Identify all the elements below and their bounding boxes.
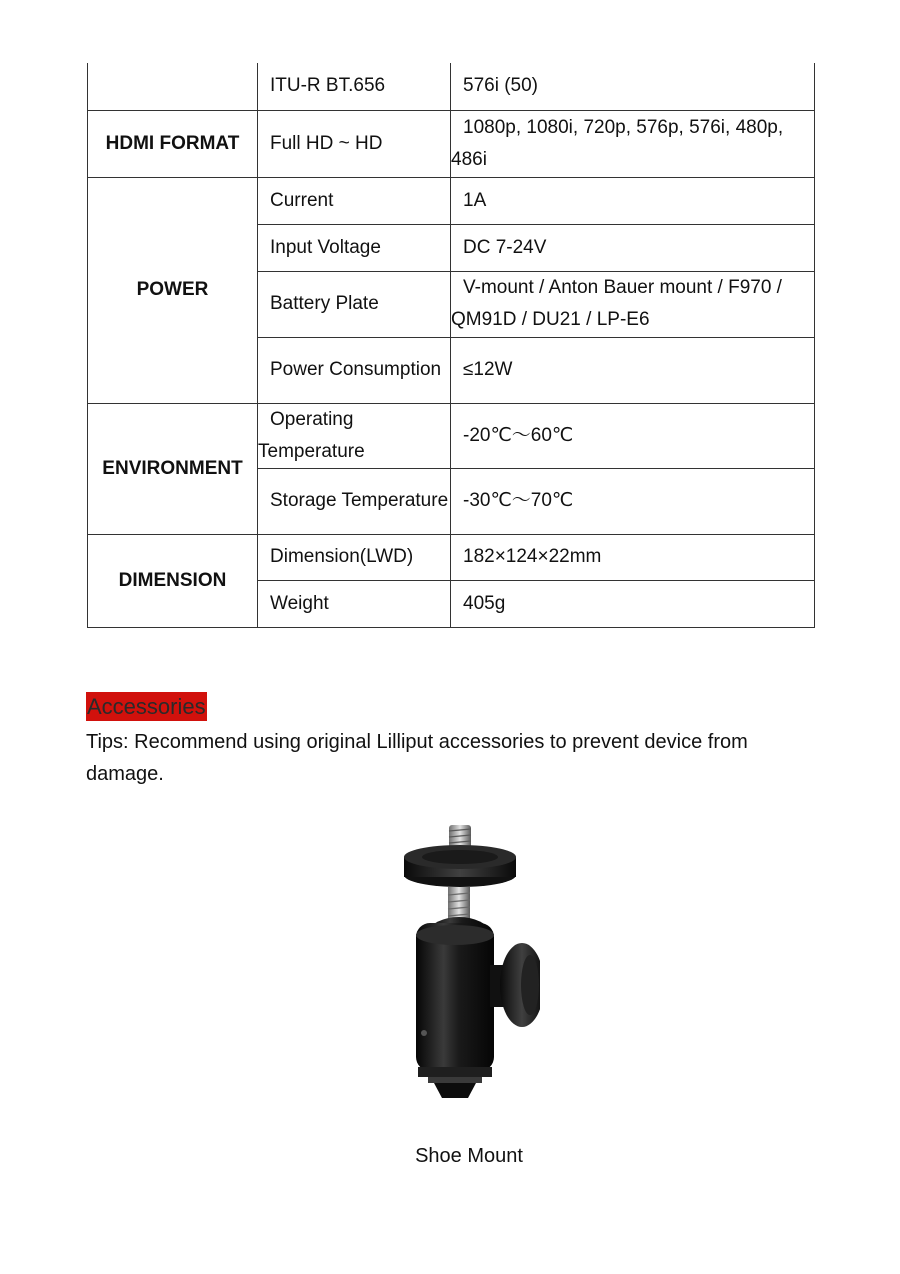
spec-value: ≤12W	[451, 337, 815, 403]
spec-table	[87, 63, 815, 628]
table-row	[88, 177, 815, 224]
spec-value: 576i (50)	[451, 63, 815, 110]
spec-name-text: Power Consumption	[270, 359, 442, 380]
spec-name	[258, 337, 451, 403]
spec-value: 1A	[451, 177, 815, 224]
table-row	[88, 110, 815, 177]
spec-name: Input Voltage	[258, 224, 451, 271]
accessories-tips: Tips: Recommend using original Lilliput accessories to prevent device from damage.	[86, 731, 748, 785]
spec-value-text: 1080p, 1080i, 720p, 576p, 576i, 480p, 486i	[451, 116, 784, 170]
accessory-caption: Shoe Mount	[415, 1145, 523, 1167]
spec-name: Weight	[258, 580, 451, 627]
spec-name: Current	[258, 177, 451, 224]
table-row	[88, 63, 815, 110]
category-power: POWER	[88, 177, 258, 403]
spec-value: -20℃～60℃	[451, 403, 815, 468]
spec-value: 182×124×22mm	[451, 534, 815, 580]
spec-name: Battery Plate	[258, 271, 451, 337]
spec-value: 405g	[451, 580, 815, 627]
spec-name: ITU-R BT.656	[258, 63, 451, 110]
category-cell	[88, 63, 258, 110]
spec-name-text: Operating Temperature	[258, 408, 365, 462]
spec-value-text: V-mount / Anton Bauer mount / F970 / QM91D / DU21 / LP-E6	[451, 277, 782, 330]
spec-value	[451, 271, 815, 337]
accessories-heading: Accessories	[87, 694, 206, 719]
spec-name	[258, 403, 451, 468]
category-dimension: DIMENSION	[88, 534, 258, 627]
spec-name	[258, 468, 451, 534]
category-hdmi-format: HDMI FORMAT	[88, 110, 258, 177]
table-row	[88, 534, 815, 580]
spec-value: -30℃～70℃	[451, 468, 815, 534]
table-row	[88, 403, 815, 468]
spec-name-text: Storage Temperature	[270, 490, 449, 511]
spec-value: DC 7-24V	[451, 224, 815, 271]
spec-value	[451, 110, 815, 177]
category-environment: ENVIRONMENT	[88, 403, 258, 534]
spec-name: Dimension(LWD)	[258, 534, 451, 580]
shoe-mount-photo	[380, 805, 540, 1105]
spec-name: Full HD ~ HD	[258, 110, 451, 177]
